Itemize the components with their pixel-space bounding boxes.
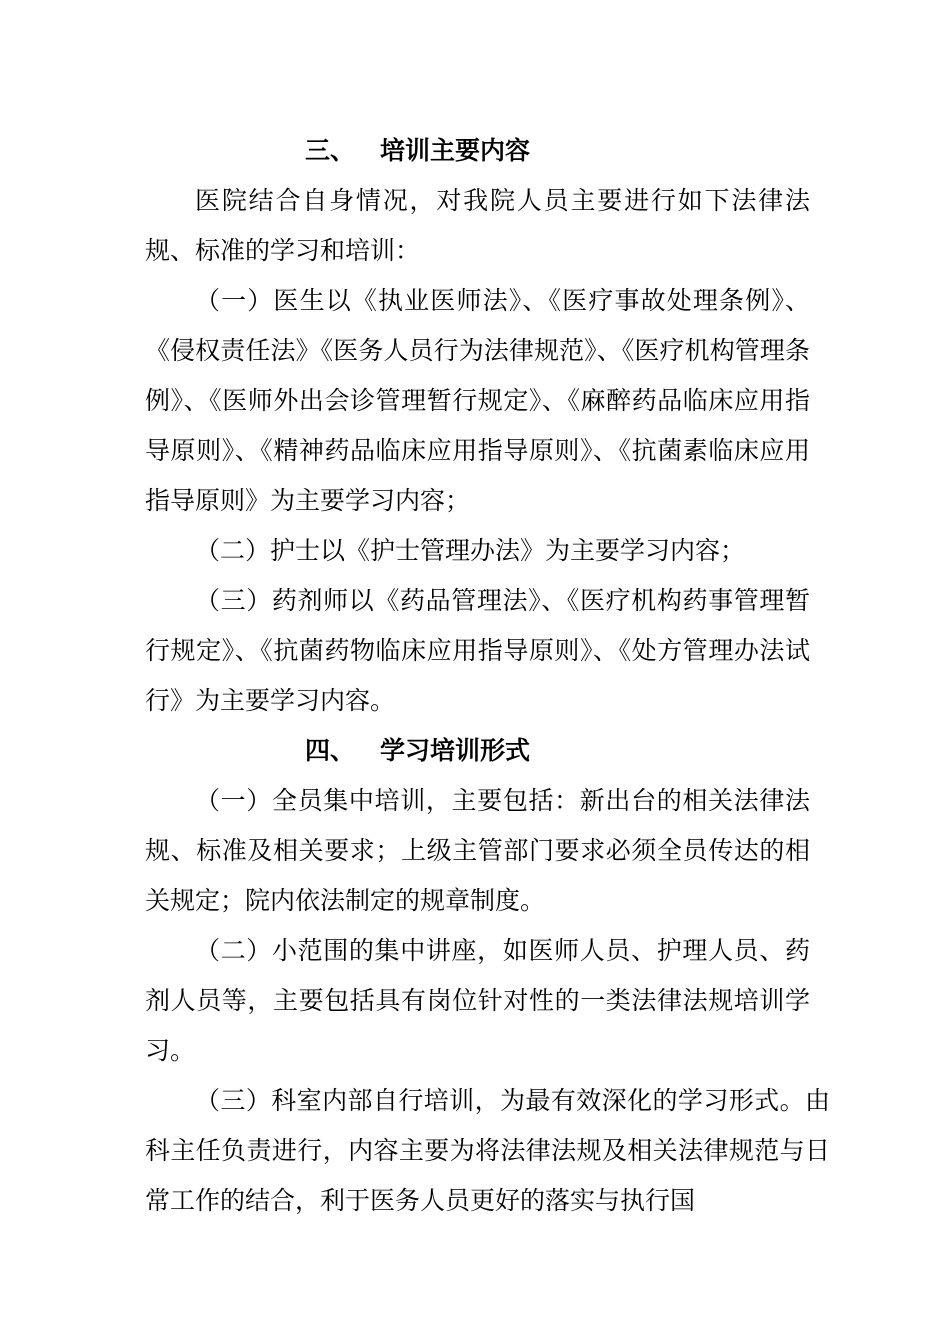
section-heading <box>145 126 810 176</box>
section-number: 四、 <box>305 736 356 765</box>
section-title: 学习培训形式 <box>380 736 531 765</box>
paragraph: （三）药剂师以《药品管理法》、《医疗机构药事管理暂行规定》、《抗菌药物临床应用指导原则》、《处方管理办法试行》为主要学习内容。 <box>145 586 810 715</box>
paragraph: （一）全员集中培训，主要包括：新出台的相关法律法规、标准及相关要求；上级主管部门要求必须全员传达的相关规定；院内依法制定的规章制度。 <box>145 786 810 915</box>
paragraph: （二）护士以《护士管理办法》为主要学习内容； <box>195 536 746 565</box>
document-page <box>145 126 830 1226</box>
paragraph: （二）小范围的集中讲座，如医师人员、护理人员、药剂人员等，主要包括具有岗位针对性的一类法律法规培训学习。 <box>145 936 810 1065</box>
section-heading <box>145 726 810 776</box>
section-number: 三、 <box>305 136 356 165</box>
section-title: 培训主要内容 <box>380 136 531 165</box>
paragraph: 医院结合自身情况，对我院人员主要进行如下法律法规、标准的学习和培训： <box>145 186 810 265</box>
paragraph: （一）医生以《执业医师法》、《医疗事故处理条例》、《侵权责任法》《医务人员行为法律规范》、《医疗机构管理条例》、《医师外出会诊管理暂行规定》、《麻醉药品临床应用指导原则》、《精神药品临床应用指导原则》、《抗菌素临床应用指导原则》为主要学习内容； <box>145 286 810 515</box>
paragraph: （三）科室内部自行培训，为最有效深化的学习形式。由科主任负责进行，内容主要为将法律法规及相关法律规范与日常工作的结合，利于医务人员更好的落实与执行国 <box>145 1086 830 1215</box>
